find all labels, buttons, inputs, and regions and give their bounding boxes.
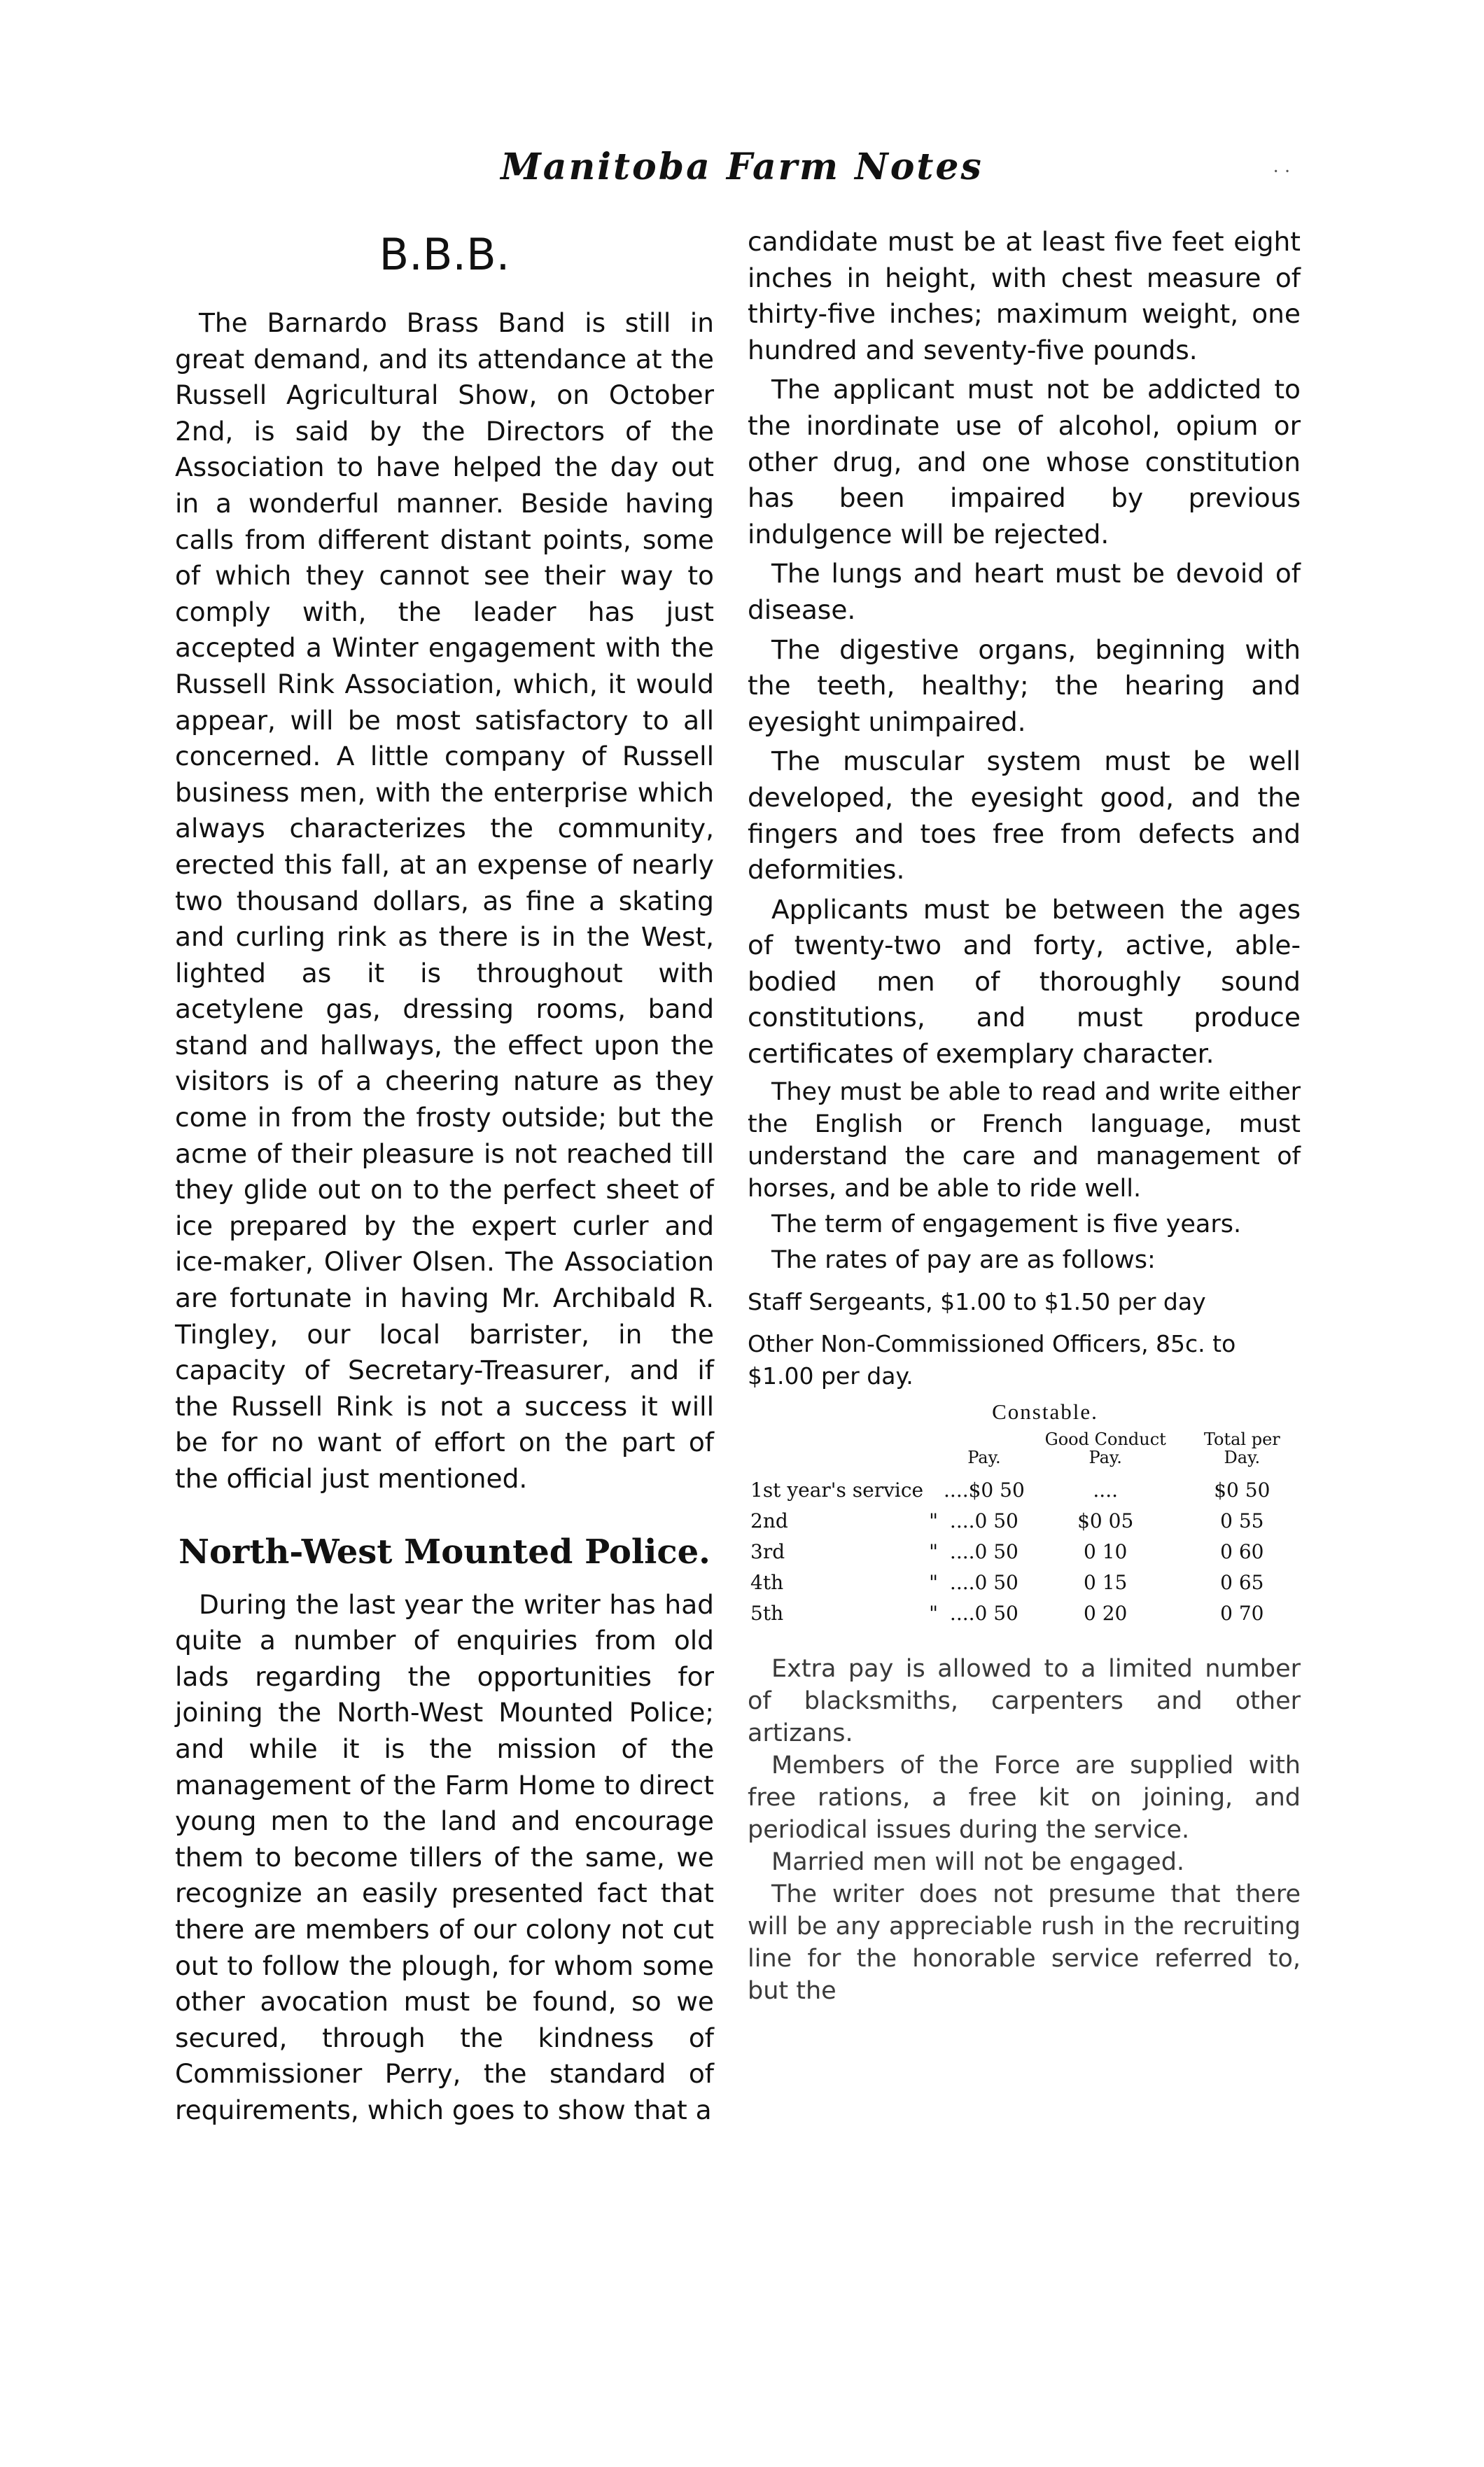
table-cell: " [929, 1570, 939, 1594]
table-cell: 0 15 [1084, 1570, 1128, 1594]
married-men-paragraph: Married men will not be engaged. [771, 1847, 1185, 1876]
requirement-term: The term of engagement is five years. [771, 1210, 1242, 1238]
bbb-paragraph: The Barnardo Brass Band is still in great demand, and its attendance at the Russell Agricultural Show, on October 2nd, is said by the Directors of the Association to have helped the day out in a wonderful manner. Beside having calls from different distant points, some of which they cannot see their way to comply with, the leader has just accepted a Winter engagement with the Russell Rink Association, which, it would appear, will be most satisfactory to all concerned. A little company of Russell business men, with the enterprise which always characterizes the community, erected this fall, at an expense of nearly two thousand dollars, as fine a skating and curling rink as there is in the West, lighted as it is throughout with acetylene gas, dressing rooms, band stand and hallways, the effect upon the visitors is of a cheering nature as they come in from the frosty outside; but the acme of their pleasure is not reached till they glide out on to the perfect sheet of ice prepared by the expert curler and ice-maker, Oliver Olsen. The Association are fortunate in having Mr. Archibald R. Tingley, our local barrister, in the capacity of Secretary-Treasurer, and if the Russell Rink is not a success it will be for no want of effort on the part of the official just mentioned. [175, 307, 714, 1494]
left-column [175, 224, 714, 2129]
running-header: Manitoba Farm Notes [500, 146, 983, 188]
extra-pay-paragraph: Extra pay is allowed to a limited number of blacksmiths, carpenters and other artizans. [748, 1654, 1301, 1747]
requirement-height: candidate must be at least five feet eight inches in height, with chest measure of thirty-five inches; maximum weight, one hundred and seventy-five pounds. [748, 226, 1301, 365]
requirement-digestive: The digestive organs, beginning with the teeth, healthy; the hearing and eyesight unimpaired. [748, 634, 1301, 737]
table-header-cell: Pay. [967, 1447, 1001, 1467]
table-cell: ....0 50 [949, 1570, 1018, 1594]
rations-paragraph: Members of the Force are supplied with free rations, a free kit on joining, and periodical issues during the service. [748, 1751, 1301, 1844]
table-row [748, 1506, 1301, 1537]
table-cell: $0 50 [1214, 1478, 1270, 1502]
table-cell [926, 1475, 941, 1506]
right-column [748, 224, 1301, 2007]
table-header-cell [748, 1430, 926, 1475]
constable-pay-table [748, 1430, 1301, 1629]
table-cell: 0 70 [1220, 1601, 1264, 1625]
requirement-muscular: The muscular system must be well developed, the eyesight good, and the fingers and toes free from defects and deformities. [748, 746, 1301, 886]
table-row [748, 1537, 1301, 1567]
requirement-lungs: The lungs and heart must be devoid of disease. [748, 558, 1301, 625]
closing-paragraph: The writer does not presume that there will be any appreciable rush in the recruiting line for the honorable service referred to, but the [748, 1880, 1301, 2005]
table-cell: .... [1093, 1478, 1118, 1502]
header-mark: · · [1273, 161, 1291, 183]
table-cell: 0 20 [1084, 1601, 1128, 1625]
table-cell: 1st year's service [750, 1478, 924, 1502]
table-cell: 5th [750, 1601, 784, 1625]
table-row [748, 1567, 1301, 1598]
table-header-cell: Total per Day. [1203, 1429, 1280, 1467]
heading-bbb: B.B.B. [379, 229, 510, 280]
table-cell: " [929, 1539, 939, 1563]
table-row [748, 1475, 1301, 1506]
nwmp-paragraph: During the last year the writer has had quite a number of enquiries from old lads regarding the opportunities for joining the North-West Mounted Police; and while it is the mission of the management of the Farm Home to direct young men to the land and encourage them to become tillers of the same, we recognize an easily presented fact that there are members of our colony not cut out to follow the plough, for whom some other avocation must be found, so we secured, through the kindness of Commissioner Perry, the standard of requirements, which goes to show that a [175, 1588, 714, 2125]
rate-other-nco: Other Non-Commissioned Officers, 85c. to $1.00 per day. [748, 1329, 1236, 1390]
table-cell: ....0 50 [949, 1509, 1018, 1532]
table-header-cell: Good Conduct Pay. [1044, 1429, 1166, 1467]
table-cell: 4th [750, 1570, 784, 1594]
table-cell: " [929, 1509, 939, 1532]
table-cell: ....$0 50 [944, 1478, 1025, 1502]
table-cell: $0 05 [1077, 1509, 1134, 1532]
table-cell: 0 55 [1220, 1509, 1264, 1532]
requirement-age: Applicants must be between the ages of twenty-two and forty, active, able-bodied men of thoroughly sound constitutions, and must produce certificates of exemplary character. [748, 893, 1301, 1070]
table-row [748, 1598, 1301, 1629]
table-cell: 0 10 [1084, 1539, 1128, 1563]
table-cell: ....0 50 [949, 1539, 1018, 1563]
requirement-language: They must be able to read and write either the English or French language, must understand the care and management of horses, and be able to ride well. [748, 1077, 1301, 1203]
rate-staff-sergeants: Staff Sergeants, $1.00 to $1.50 per day [748, 1287, 1206, 1315]
table-cell: 3rd [750, 1539, 785, 1563]
table-header-row [748, 1430, 1301, 1475]
heading-nwmp: North-West Mounted Police. [178, 1532, 710, 1572]
table-cell: 0 60 [1220, 1539, 1264, 1563]
rates-intro: The rates of pay are as follows: [771, 1245, 1156, 1274]
table-header-cell [926, 1430, 941, 1475]
table-cell: " [929, 1601, 939, 1625]
constable-table-title: Constable. [992, 1399, 1098, 1424]
table-cell: 0 65 [1220, 1570, 1264, 1594]
table-cell: ....0 50 [949, 1601, 1018, 1625]
requirement-habits: The applicant must not be addicted to the inordinate use of alcohol, opium or other drug, and one whose constitution has been impaired by previous indulgence will be rejected. [748, 374, 1301, 550]
table-cell: 2nd [750, 1509, 788, 1532]
